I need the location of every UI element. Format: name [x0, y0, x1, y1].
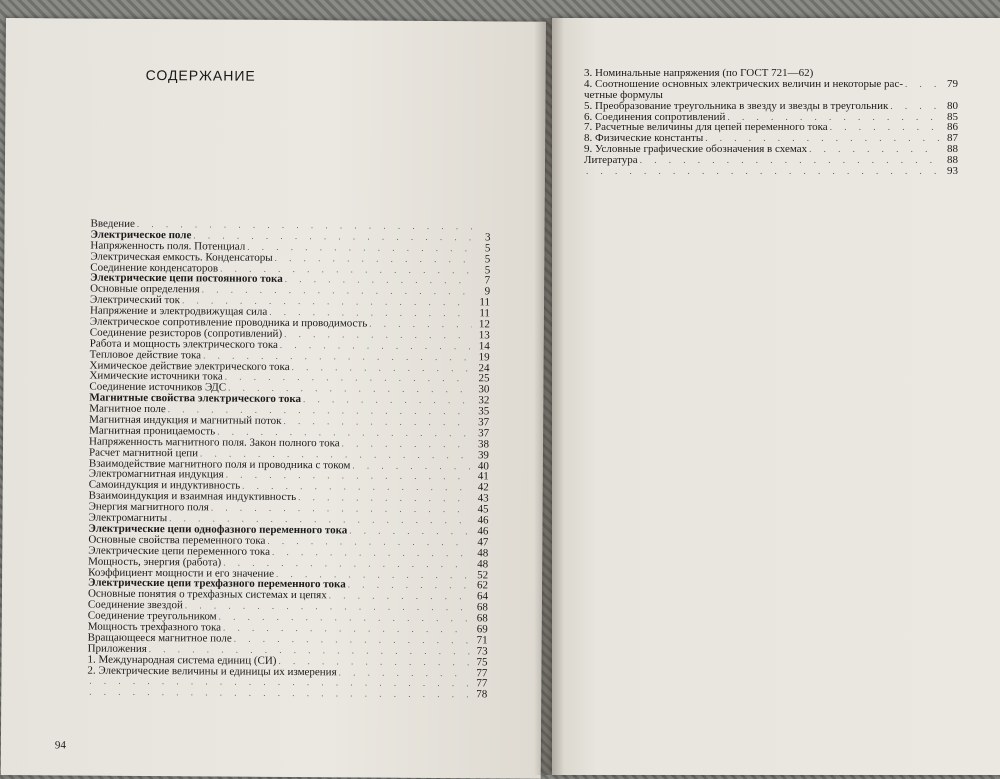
toc-entry-title: 7. Расчетные величины для цепей переменного тока	[584, 122, 828, 133]
toc-entry	[584, 101, 958, 112]
toc-entry-page: 37	[473, 417, 489, 428]
toc-entry-page: 69	[472, 624, 488, 635]
toc-entry-title: Химическое действие электрического тока	[90, 360, 290, 372]
toc-entry-page: 71	[472, 635, 488, 646]
toc-entry-title: 8. Физические константы	[584, 133, 703, 144]
toc-entry-page: 37	[473, 428, 489, 439]
toc-leader-dots	[640, 155, 940, 166]
toc-entry	[87, 687, 487, 701]
toc-entry-page: 32	[473, 396, 489, 407]
toc-entry-title: 6. Соединения сопротивлений	[584, 112, 725, 123]
toc-entry-page: 79	[942, 79, 958, 90]
left-page	[1, 18, 546, 779]
toc-entry-title: Электрические цепи постоянного тока	[90, 273, 283, 285]
toc-entry-page: 41	[473, 472, 489, 483]
toc-entry-title: Электромагниты	[88, 513, 167, 524]
toc-entry-page: 47	[472, 537, 488, 548]
toc-entry-page: 88	[942, 155, 958, 166]
toc-entry-title: Соединение треугольником	[88, 611, 217, 623]
toc-entry-page: 78	[471, 690, 487, 701]
toc-leader-dots	[586, 166, 940, 177]
toc-entry-page: 24	[474, 363, 490, 374]
toc-entry-title: Магнитная индукция и магнитный поток	[89, 415, 281, 427]
toc-entry	[584, 166, 958, 177]
toc-entry-title: Коэффициент мощности и его значение	[88, 567, 274, 579]
toc-entry-page: 7	[474, 276, 490, 287]
toc-entry-page: 45	[473, 504, 489, 515]
toc-entry-page: 42	[473, 483, 489, 494]
toc-entry-title: Самоиндукция и индуктивность	[89, 480, 241, 492]
toc-entry-page: 35	[473, 406, 489, 417]
toc-entry-page: 87	[942, 133, 958, 144]
toc-entry-title: Электромагнитная индукция	[89, 469, 224, 481]
toc-entry-page: 88	[942, 144, 958, 155]
toc-entry-title: Напряжение и электродвижущая сила	[90, 306, 267, 318]
toc-entry-page: 9	[474, 287, 490, 298]
toc-entry-title: Мощность трехфазного тока	[88, 622, 221, 634]
toc-entry-title: 1. Международная система единиц (СИ)	[87, 654, 276, 666]
toc-entry-title: Электрический ток	[90, 295, 180, 307]
toc-entry-title: Соединение звездой	[88, 600, 183, 612]
toc-entry-title: Соединение источников ЭДС	[89, 382, 226, 394]
toc-leader-dots	[809, 144, 940, 155]
toc-entry-page: 12	[474, 319, 490, 330]
toc-entry-page: 46	[472, 526, 488, 537]
toc-entry-page: 43	[473, 494, 489, 505]
toc-entry-title: Мощность, энергия (работа)	[88, 556, 221, 568]
right-page	[552, 18, 1000, 775]
toc-entry-page: 52	[472, 570, 488, 581]
toc-entry-page: 11	[474, 308, 490, 319]
toc-entry-title: Магнитное поле	[89, 404, 166, 415]
open-book	[6, 18, 1000, 775]
table-of-contents-left	[87, 219, 490, 701]
toc-entry-page: 68	[472, 613, 488, 624]
book-gutter	[534, 18, 564, 775]
toc-leader-dots	[349, 525, 470, 537]
toc-entry-title: 2. Электрические величины и единицы их измерения	[87, 665, 336, 678]
toc-leader-dots	[348, 580, 470, 592]
toc-entry-page: 73	[472, 646, 488, 657]
toc-entry-page: 46	[472, 515, 488, 526]
toc-entry-page: 64	[472, 592, 488, 603]
toc-entry-title: Введение	[91, 219, 135, 230]
toc-entry-title: Литература	[584, 155, 638, 166]
toc-entry-page: 5	[474, 243, 490, 254]
toc-entry-page: 75	[471, 657, 487, 668]
toc-entry-title: Тепловое действие тока	[90, 349, 202, 361]
toc-entry-title: 5. Преобразование треугольника в звезду и звезды в треугольник	[584, 101, 888, 112]
toc-entry-title: Взаимоиндукция и взаимная индуктивность	[89, 491, 297, 503]
toc-entry-page: 85	[942, 112, 958, 123]
toc-entry-page: 5	[474, 254, 490, 265]
toc-entry-title: Приложения	[88, 643, 147, 654]
toc-entry-page: 93	[942, 166, 958, 177]
toc-leader-dots	[905, 79, 940, 90]
toc-entry-title: Магнитная проницаемость	[89, 426, 215, 438]
toc-entry-title: Соединение резисторов (сопротивлений)	[90, 327, 282, 339]
toc-entry-title: Соединение конденсаторов	[90, 262, 218, 274]
toc-entry-title: 4. Соотношение основных электрических величин и некоторые рас-	[584, 79, 903, 90]
toc-entry-page: 3	[474, 232, 490, 243]
toc-entry-title: Вращающееся магнитное поле	[88, 632, 232, 644]
toc-entry-title: Электрическое поле	[90, 229, 191, 241]
toc-entry-page: 39	[473, 450, 489, 461]
toc-entry-page: 80	[942, 101, 958, 112]
toc-entry-title: Напряженность поля. Потенциал	[90, 240, 245, 252]
toc-entry-title: Магнитные свойства электрического тока	[89, 393, 301, 405]
toc-entry-title: Энергия магнитного поля	[89, 502, 209, 514]
toc-entry-page: 68	[472, 602, 488, 613]
toc-entry-page: 62	[472, 581, 488, 592]
toc-entry-title: 9. Условные графические обозначения в схемах	[584, 144, 807, 155]
toc-entry-page: 77	[471, 668, 487, 679]
toc-entry-page: 14	[474, 341, 490, 352]
toc-entry-title: Напряженность магнитного поля. Закон полного тока	[89, 436, 340, 449]
toc-entry-page: 86	[942, 122, 958, 133]
toc-entry-title: Электрические цепи переменного тока	[88, 545, 270, 557]
toc-leader-dots	[830, 122, 940, 133]
toc-entry-title: Электрические цепи трехфазного переменного тока	[88, 578, 346, 591]
toc-entry-title: Основные свойства переменного тока	[88, 534, 265, 546]
toc-entry-title: Основные определения	[90, 284, 200, 296]
toc-entry-page: 40	[473, 461, 489, 472]
toc-entry-title: Работа и мощность электрического тока	[90, 338, 278, 350]
page-number: 94	[55, 739, 66, 751]
toc-entry-page: 19	[474, 352, 490, 363]
toc-entry-page: 38	[473, 439, 489, 450]
toc-entry-title: Электрические цепи однофазного переменного тока	[88, 524, 347, 537]
toc-entry-title: четные формулы	[584, 90, 663, 101]
page-title: СОДЕРЖАНИЕ	[146, 67, 256, 84]
toc-entry-title: Расчет магнитной цепи	[89, 447, 198, 459]
toc-entry-title: Взаимодействие магнитного поля и проводника с током	[89, 458, 351, 471]
toc-entry-title: Электрическая емкость. Конденсаторы	[90, 251, 272, 263]
toc-entry-title: Химические источники тока	[89, 371, 222, 383]
toc-entry-title: 3. Номинальные напряжения (по ГОСТ 721—62)	[584, 68, 813, 79]
toc-leader-dots	[369, 319, 472, 331]
toc-entry	[584, 144, 958, 155]
toc-entry-page: 48	[472, 548, 488, 559]
table-of-contents-right	[584, 68, 958, 177]
toc-entry-page: 25	[473, 374, 489, 385]
toc-entry-title: Основные понятия о трехфазных системах и цепях	[88, 589, 327, 602]
toc-entry-page: 30	[473, 385, 489, 396]
toc-entry-page: 13	[474, 330, 490, 341]
toc-entry-page: 48	[472, 559, 488, 570]
toc-entry-page: 77	[471, 679, 487, 690]
toc-leader-dots	[352, 460, 471, 472]
toc-entry-title: Электрическое сопротивление проводника и проводимость	[90, 317, 367, 330]
toc-entry-page: 5	[474, 265, 490, 276]
toc-entry	[584, 155, 958, 166]
toc-entry-page: 11	[474, 298, 490, 309]
toc-leader-dots	[890, 101, 940, 112]
toc-leader-dots	[89, 687, 469, 701]
